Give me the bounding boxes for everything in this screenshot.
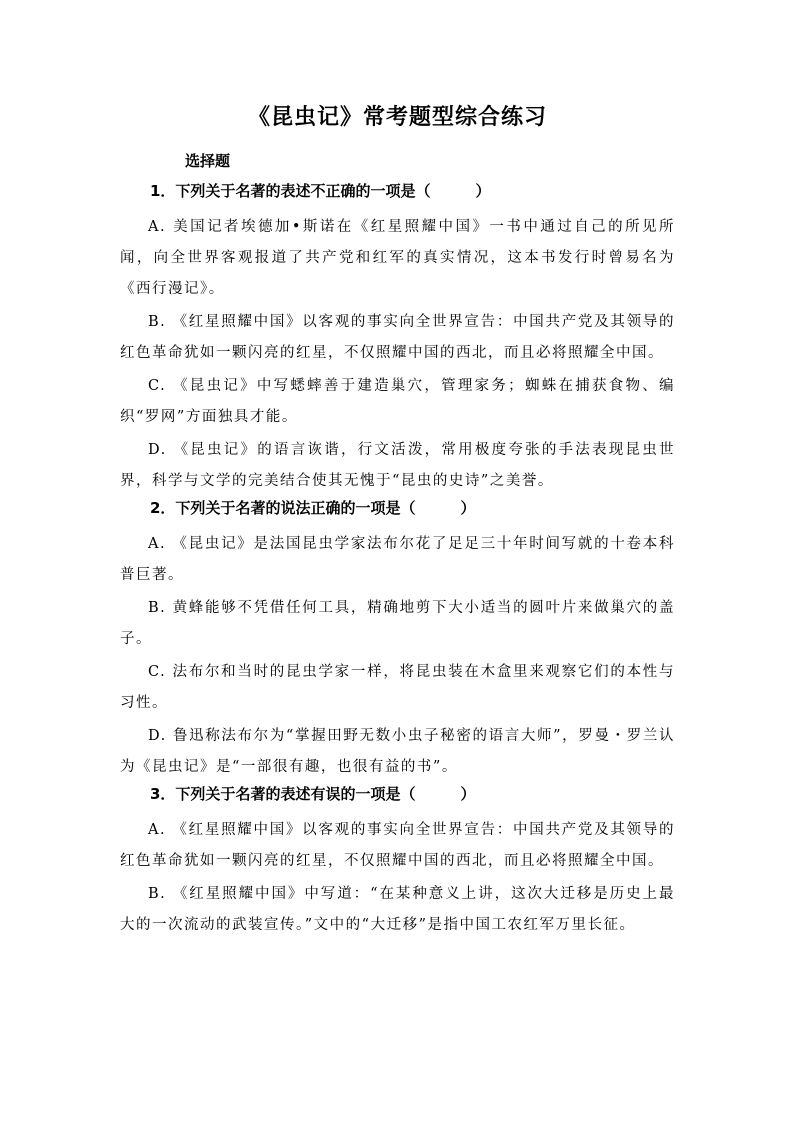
- option-a: A. 美国记者埃德加•斯诺在《红星照耀中国》一书中通过自己的所见所闻，向全世界客观报道了共产党和红军的真实情况，这本书发行时曾易名为《西行漫记》。: [120, 219, 675, 297]
- option-b: B. 《红星照耀中国》以客观的事实向全世界宣告：中国共产党及其领导的红色革命犹如一颗闪亮的红星，不仅照耀中国的西北，而且必将照耀全中国。: [120, 314, 675, 361]
- page-title: 《昆虫记》常考题型综合练习: [247, 105, 547, 130]
- option-d: D. 《昆虫记》的语言诙谐，行文活泼，常用极度夸张的手法表现昆虫世界，科学与文学的完美结合使其无愧于“昆虫的史诗”之美誉。: [120, 442, 675, 489]
- option-d: D. 鲁迅称法布尔为“掌握田野无数小虫子秘密的语言大师”，罗曼・罗兰认为《昆虫记》是“一部很有趣，也很有益的书”。: [120, 728, 675, 775]
- section-heading: 选择题: [185, 152, 231, 170]
- question-list: [120, 180, 675, 941]
- option-a: A. 《昆虫记》是法国昆虫学家法布尔花了足足三十年时间写就的十卷本科普巨著。: [120, 536, 675, 583]
- question-3: [120, 783, 675, 941]
- question-stem: 3．下列关于名著的表述有误的一项是（ ）: [150, 785, 476, 803]
- question-2: [120, 497, 675, 783]
- question-stem: 2．下列关于名著的说法正确的一项是（ ）: [150, 499, 476, 517]
- option-c: C. 《昆虫记》中写蟋蟀善于建造巢穴，管理家务；蜘蛛在捕获食物、编织“罗网”方面独具才能。: [120, 378, 675, 425]
- option-c: C. 法布尔和当时的昆虫学家一样，将昆虫装在木盒里来观察它们的本性与习性。: [120, 664, 675, 711]
- option-b: B. 黄蜂能够不凭借任何工具，精确地剪下大小适当的圆叶片来做巢穴的盖子。: [120, 600, 675, 647]
- option-a: A. 《红星照耀中国》以客观的事实向全世界宣告：中国共产党及其领导的红色革命犹如一颗闪亮的红星，不仅照耀中国的西北，而且必将照耀全中国。: [120, 822, 675, 869]
- option-b: B. 《红星照耀中国》中写道：“在某种意义上讲，这次大迁移是历史上最大的一次流动的武装宣传。”文中的“大迁移”是指中国工农红军万里长征。: [120, 886, 675, 933]
- question-stem: 1．下列关于名著的表述不正确的一项是（ ）: [150, 182, 491, 200]
- question-1: [120, 180, 675, 497]
